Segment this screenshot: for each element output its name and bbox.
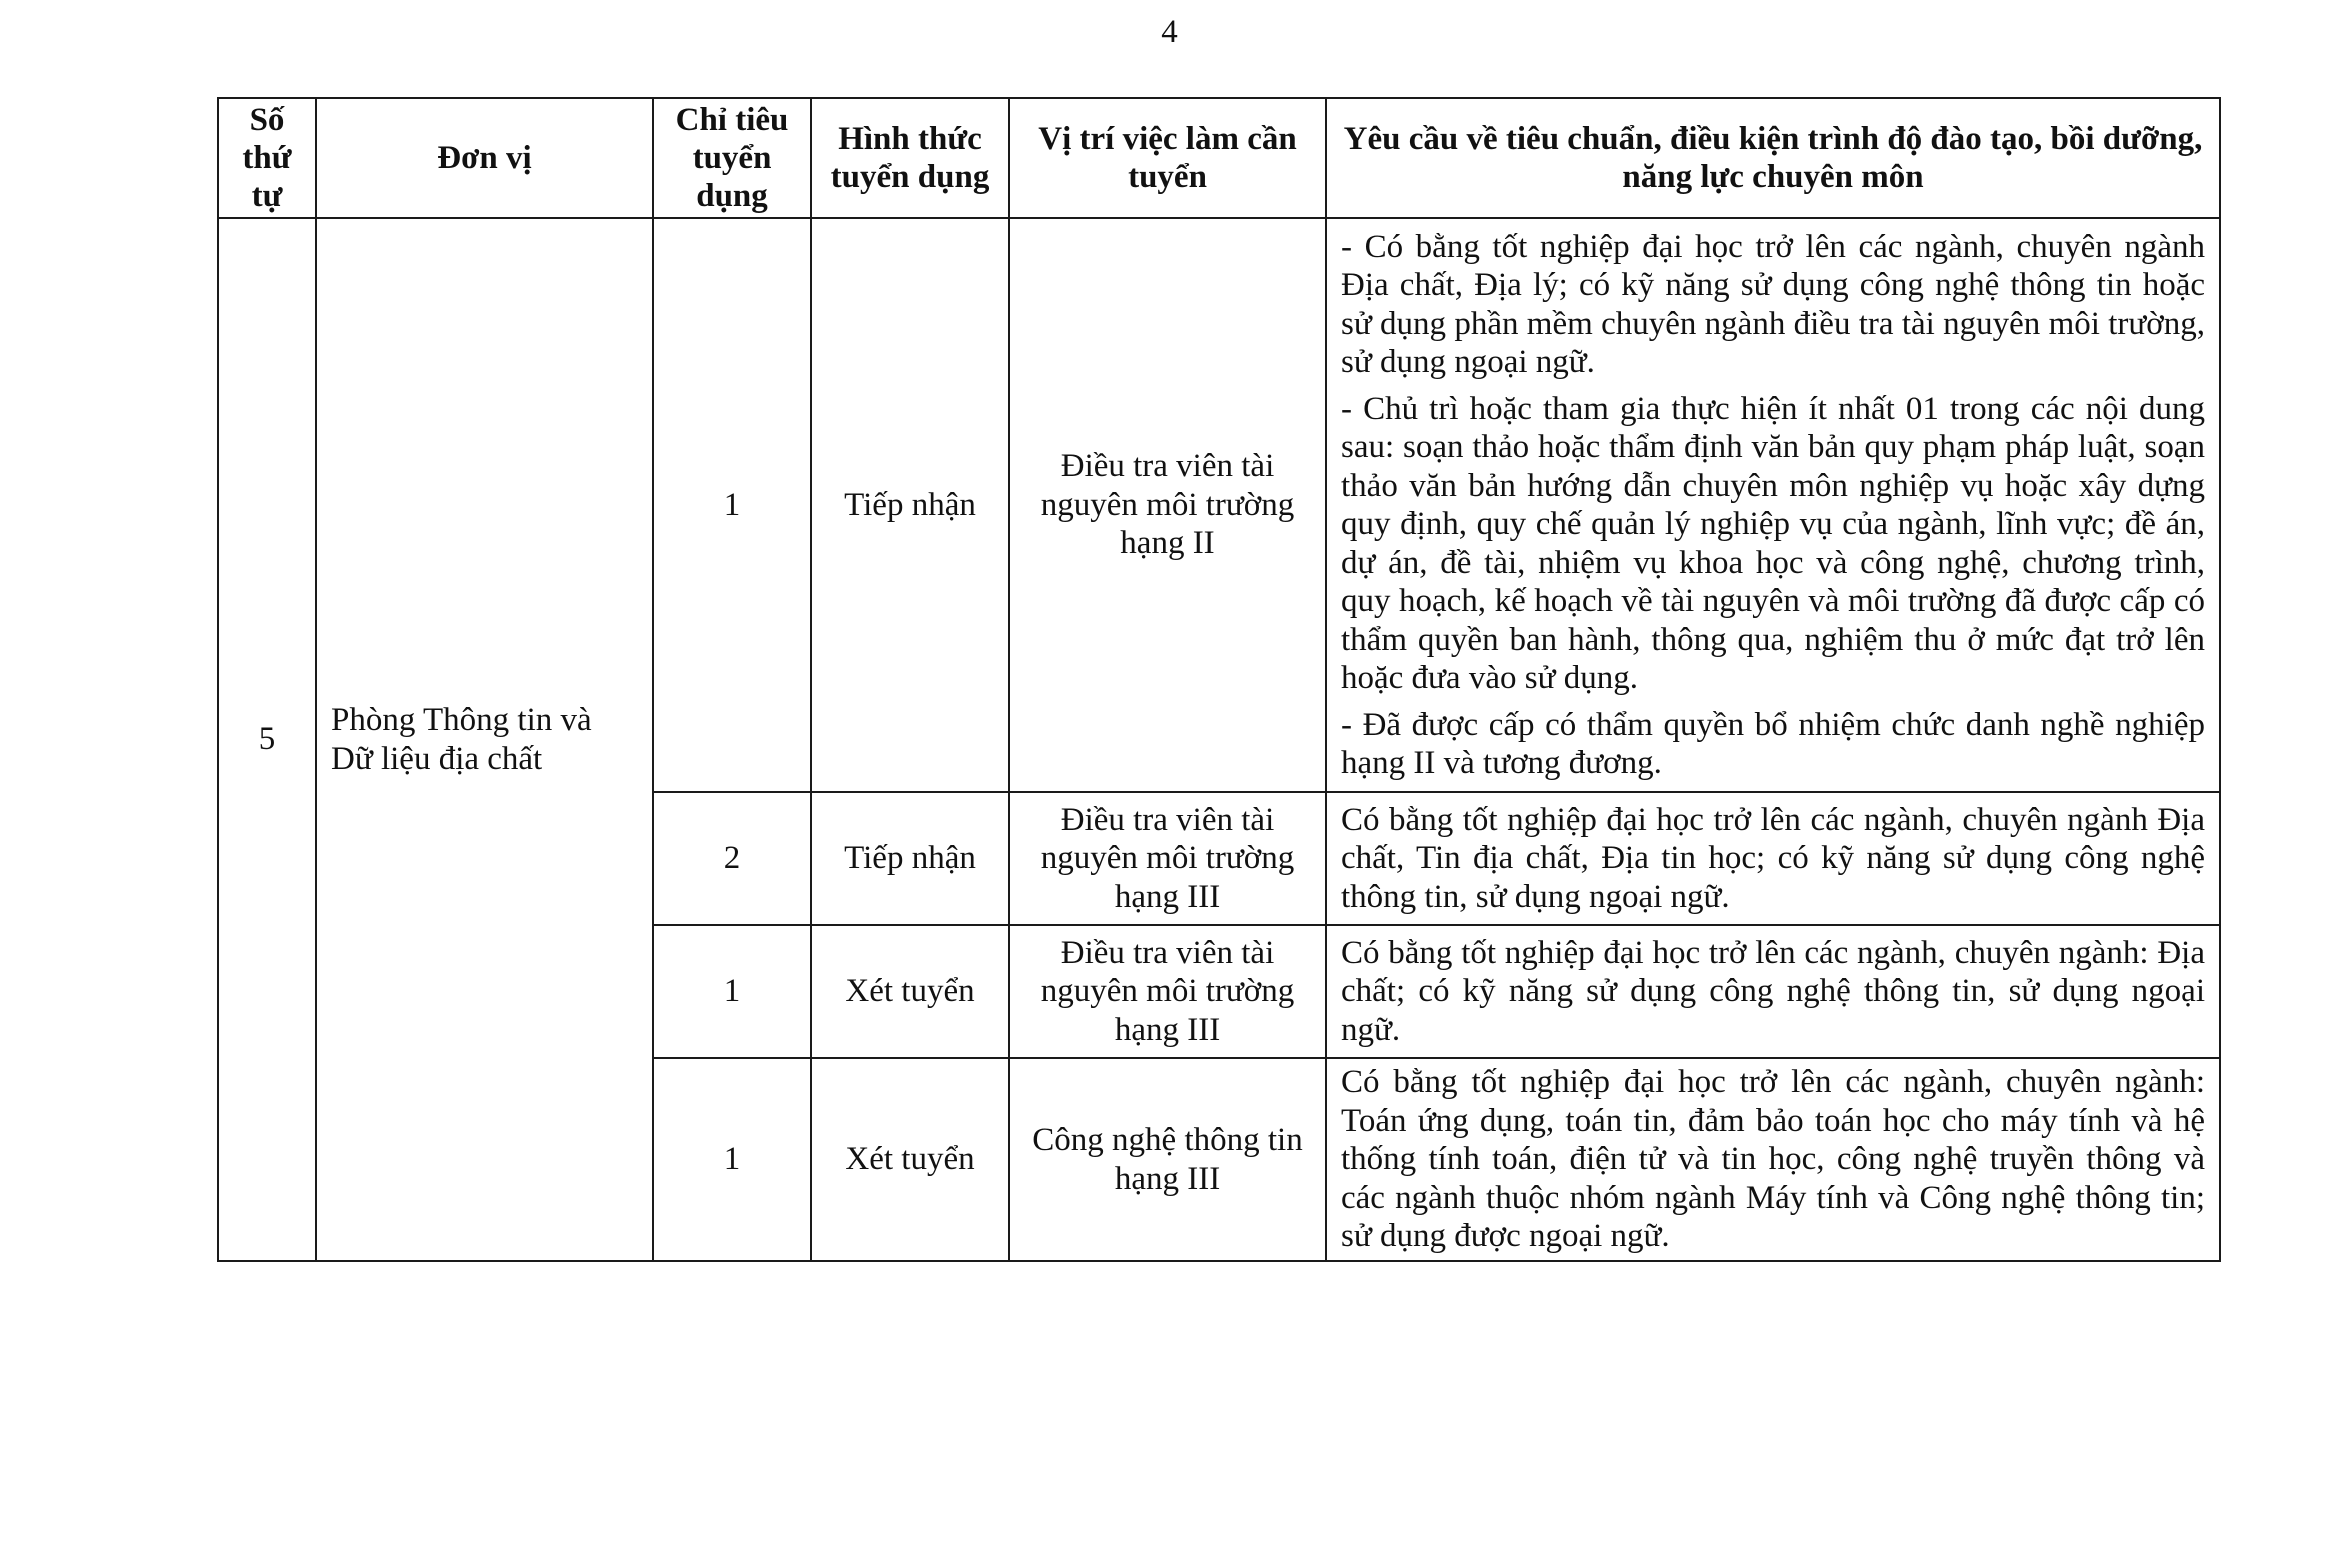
header-quota: Chỉ tiêu tuyển dụng bbox=[653, 98, 811, 218]
recruitment-table bbox=[217, 97, 2221, 1262]
requirement-item: Có bằng tốt nghiệp đại học trở lên các ngành, chuyên ngành: Toán ứng dụng, toán tin, đảm bảo toán học cho máy tính và hệ thống tính toán, điện tử và tin học, công nghệ truyền thông và các ngành thuộc nhóm ngành Máy tính và Công nghệ thông tin; sử dụng được ngoại ngữ. bbox=[1341, 1064, 2205, 1255]
cell-requirements bbox=[1326, 1058, 2220, 1261]
header-unit: Đơn vị bbox=[316, 98, 653, 218]
cell-position: Điều tra viên tài nguyên môi trường hạng III bbox=[1009, 792, 1326, 925]
page-number: 4 bbox=[1161, 14, 1178, 50]
header-method: Hình thức tuyển dụng bbox=[811, 98, 1009, 218]
header-stt: Số thứ tự bbox=[218, 98, 316, 218]
cell-quota: 2 bbox=[653, 792, 811, 925]
cell-method: Xét tuyển bbox=[811, 1058, 1009, 1261]
cell-requirements bbox=[1326, 792, 2220, 925]
table-row bbox=[218, 218, 2220, 792]
table-header-row bbox=[218, 98, 2220, 218]
cell-method: Xét tuyển bbox=[811, 925, 1009, 1058]
requirement-item: - Có bằng tốt nghiệp đại học trở lên các ngành, chuyên ngành Địa chất, Địa lý; có kỹ năng sử dụng công nghệ thông tin hoặc sử dụng phần mềm chuyên ngành điều tra tài nguyên môi trường, sử dụng ngoại ngữ. bbox=[1341, 228, 2205, 380]
cell-position: Điều tra viên tài nguyên môi trường hạng II bbox=[1009, 218, 1326, 792]
header-position: Vị trí việc làm cần tuyển bbox=[1009, 98, 1326, 218]
cell-stt: 5 bbox=[218, 218, 316, 1261]
cell-requirements bbox=[1326, 218, 2220, 792]
requirement-item: Có bằng tốt nghiệp đại học trở lên các ngành, chuyên ngành: Địa chất; có kỹ năng sử dụng công nghệ thông tin, sử dụng ngoại ngữ. bbox=[1341, 934, 2205, 1048]
cell-requirements bbox=[1326, 925, 2220, 1058]
cell-quota: 1 bbox=[653, 1058, 811, 1261]
cell-position: Công nghệ thông tin hạng III bbox=[1009, 1058, 1326, 1261]
requirement-item: - Đã được cấp có thẩm quyền bổ nhiệm chức danh nghề nghiệp hạng II và tương đương. bbox=[1341, 706, 2205, 781]
cell-method: Tiếp nhận bbox=[811, 792, 1009, 925]
cell-unit: Phòng Thông tin và Dữ liệu địa chất bbox=[316, 218, 653, 1261]
cell-quota: 1 bbox=[653, 218, 811, 792]
cell-quota: 1 bbox=[653, 925, 811, 1058]
header-requirements: Yêu cầu về tiêu chuẩn, điều kiện trình độ đào tạo, bồi dưỡng, năng lực chuyên môn bbox=[1326, 98, 2220, 218]
cell-position: Điều tra viên tài nguyên môi trường hạng III bbox=[1009, 925, 1326, 1058]
requirement-item: - Chủ trì hoặc tham gia thực hiện ít nhất 01 trong các nội dung sau: soạn thảo hoặc thẩm định văn bản quy phạm pháp luật, soạn thảo văn bản hướng dẫn chuyên môn nghiệp vụ hoặc xây dựng quy định, quy chế quản lý nghiệp vụ của ngành, lĩnh vực; đề án, dự án, đề tài, nhiệm vụ khoa học và công nghệ, chương trình, quy hoạch, kế hoạch về tài nguyên và môi trường đã được cấp có thẩm quyền ban hành, thông qua, nghiệm thu ở mức đạt trở lên hoặc đưa vào sử dụng. bbox=[1341, 390, 2205, 696]
requirement-item: Có bằng tốt nghiệp đại học trở lên các ngành, chuyên ngành Địa chất, Tin địa chất, Địa tin học; có kỹ năng sử dụng công nghệ thông tin, sử dụng ngoại ngữ. bbox=[1341, 801, 2205, 915]
cell-method: Tiếp nhận bbox=[811, 218, 1009, 792]
